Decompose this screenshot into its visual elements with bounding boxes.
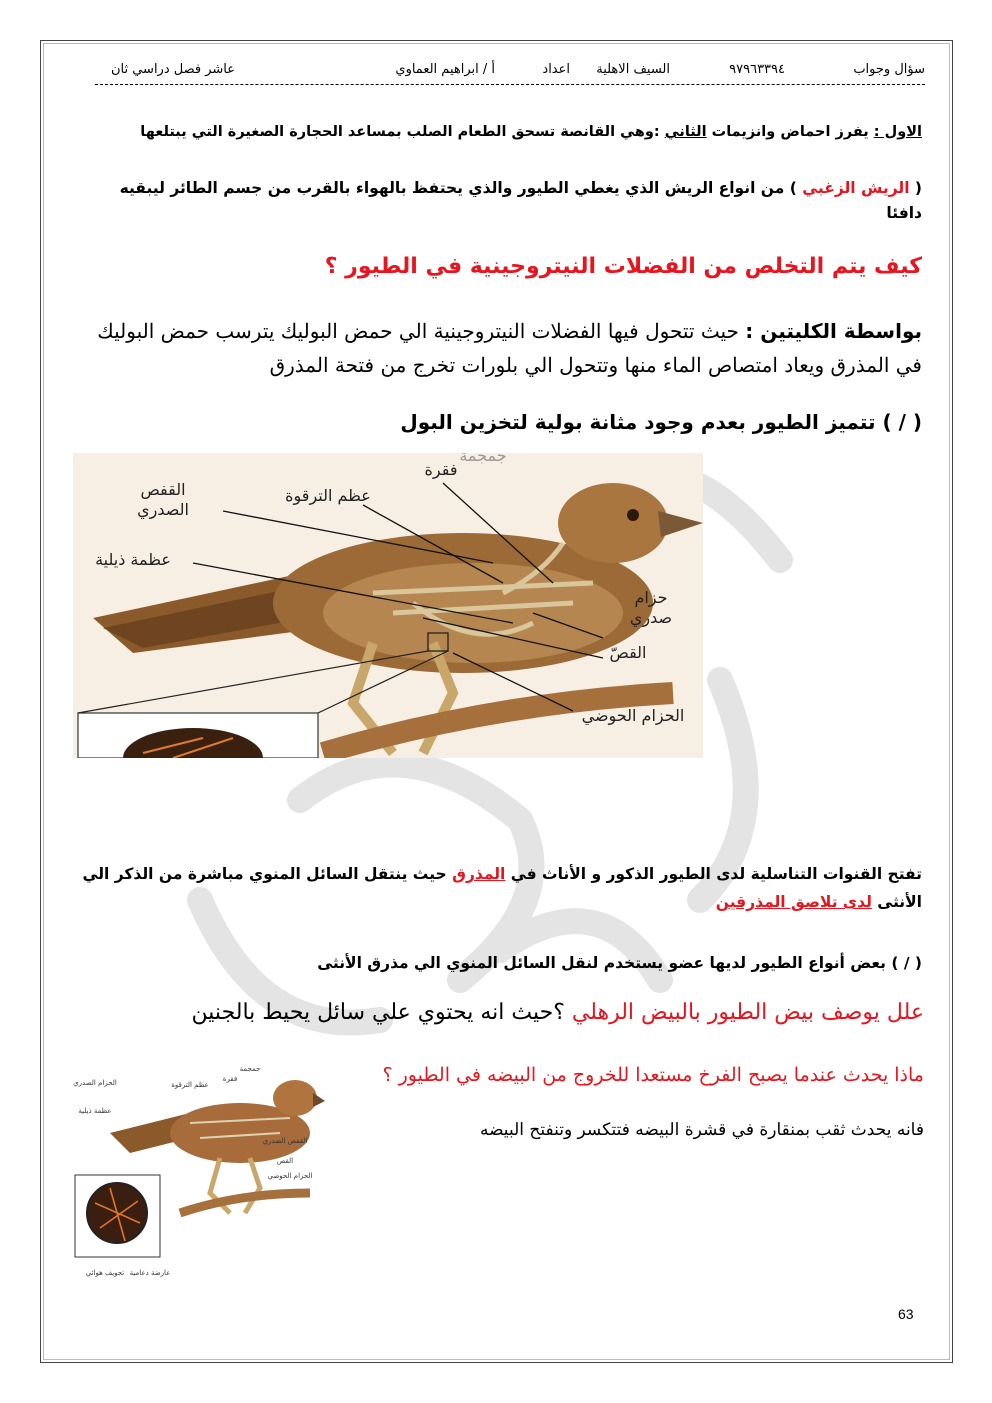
cloaca-contact-term: لدى تلاصق المذرقين [715,893,872,911]
label-pelvic-girdle: الحزام الحوضي [581,706,685,725]
label-vertebra: فقرة [424,460,458,479]
bird-skeleton-diagram [73,453,703,758]
kidneys-text: حيث تتحول فيها الفضلات النيتروجينية الي حمض البوليك يترسب حمض البوليك في المذرق ويعاد امتصاص الماء منها وتتحول الي بلورات تخرج من فتحة المذرق [97,319,922,377]
label-pectoral-2: صدري [629,608,673,627]
small-label-sternum: القص [276,1157,294,1165]
small-label-pectoral: الحزام الصدري [73,1079,117,1087]
small-bird-head [273,1080,317,1116]
down-feathers-paragraph [92,176,922,226]
question-nitrogen-waste: كيف يتم التخلص من الفضلات النيتروجينية في الطيور ؟ [324,254,922,279]
small-label-ribcage: القفص الصدري [262,1137,308,1145]
statement-transfer-organ: ( / ) بعض أنواع الطيور لديها عضو يستخدم لنقل السائل المنوي الي مذرق الأنثى [317,954,922,972]
second-label: الثاني [664,124,707,140]
small-label-tail: عظمة ذيلية [78,1107,112,1115]
first-text: يفرز احماض وانزيمات [706,124,874,140]
label-ribcage-2: الصدري [137,500,189,519]
egg-answer: ؟حيث انه يحتوي علي سائل يحيط بالجنين [191,1000,565,1025]
small-label-strut: عارضة دعامية [129,1269,171,1277]
page-header [95,62,925,84]
small-label-clavicle: عظم الترقوة [171,1081,209,1089]
small-label-airsac: تجويف هوائي [85,1269,125,1277]
down-feathers-text: ) من انواع الريش الذي يغطي الطيور والذي يحتفظ بالهواء بالقرب من جسم الطائر ليبقيه دافئا [119,179,922,222]
amniotic-egg-question [64,1000,924,1025]
paren-open: ( [909,179,922,197]
small-bird-skeleton-diagram [70,1063,325,1285]
bird-eye [627,509,639,521]
stomach-line [62,124,922,140]
statement-no-bladder: ( / ) تتميز الطيور بعدم وجود مثانة بولية لتخزين البول [400,410,922,434]
small-label-skull: جمجمة [239,1065,261,1073]
header-prepared: اعداد [542,62,570,77]
header-school: السيف الاهلية [596,62,670,77]
reproduction-paragraph [62,860,922,916]
first-label: الاول : [873,124,922,140]
header-qa: سؤال وجواب [853,62,925,77]
down-feathers-term: الريش الزغبي [802,179,910,197]
repro-text-b: حيث ينتقل السائل المنوي مباشرة من الذكر الي الأنثى [82,865,922,911]
small-label-pelvic: الحزام الحوضي [267,1172,313,1180]
answer-kidneys [72,314,922,382]
hatching-question: ماذا يحدث عندما يصبح الفرخ مستعدا للخروج من البيضه في الطيور ؟ [382,1064,924,1086]
label-clavicle: عظم الترقوة [285,486,371,505]
repro-text-a: تفتح القنوات التناسلية لدى الطيور الذكور و الأناث في [505,865,922,883]
header-phone: ٩٧٩٦٣٣٩٤ [729,62,785,77]
hatching-answer: فانه يحدث ثقب بمنقارة في قشرة البيضه فتتكسر وتنفتح البيضه [479,1120,924,1140]
bird-head [558,483,668,563]
label-skull: جمجمة [459,453,507,465]
egg-question: علل يوصف بيض الطيور بالبيض الرهلي [564,1000,924,1025]
small-label-vertebra: فقرة [222,1075,238,1083]
page-number: 63 [898,1306,914,1322]
header-divider [95,84,925,92]
second-text: :وهي القانصة تسحق الطعام الصلب بمساعد الحجارة الصغيرة التي يبتلعها [140,124,665,140]
header-grade: عاشر فصل دراسي ثان [110,62,235,77]
cloaca-term: المذرق [452,865,506,883]
label-tail-bone: عظمة ذيلية [95,550,171,569]
label-pectoral-1: حزام [634,588,668,607]
label-ribcage-1: القفص [140,480,186,499]
kidneys-label: بواسطة الكليتين : [745,319,922,343]
header-author: أ / ابراهيم العماوي [395,62,495,77]
label-sternum: القصّ [609,643,647,662]
